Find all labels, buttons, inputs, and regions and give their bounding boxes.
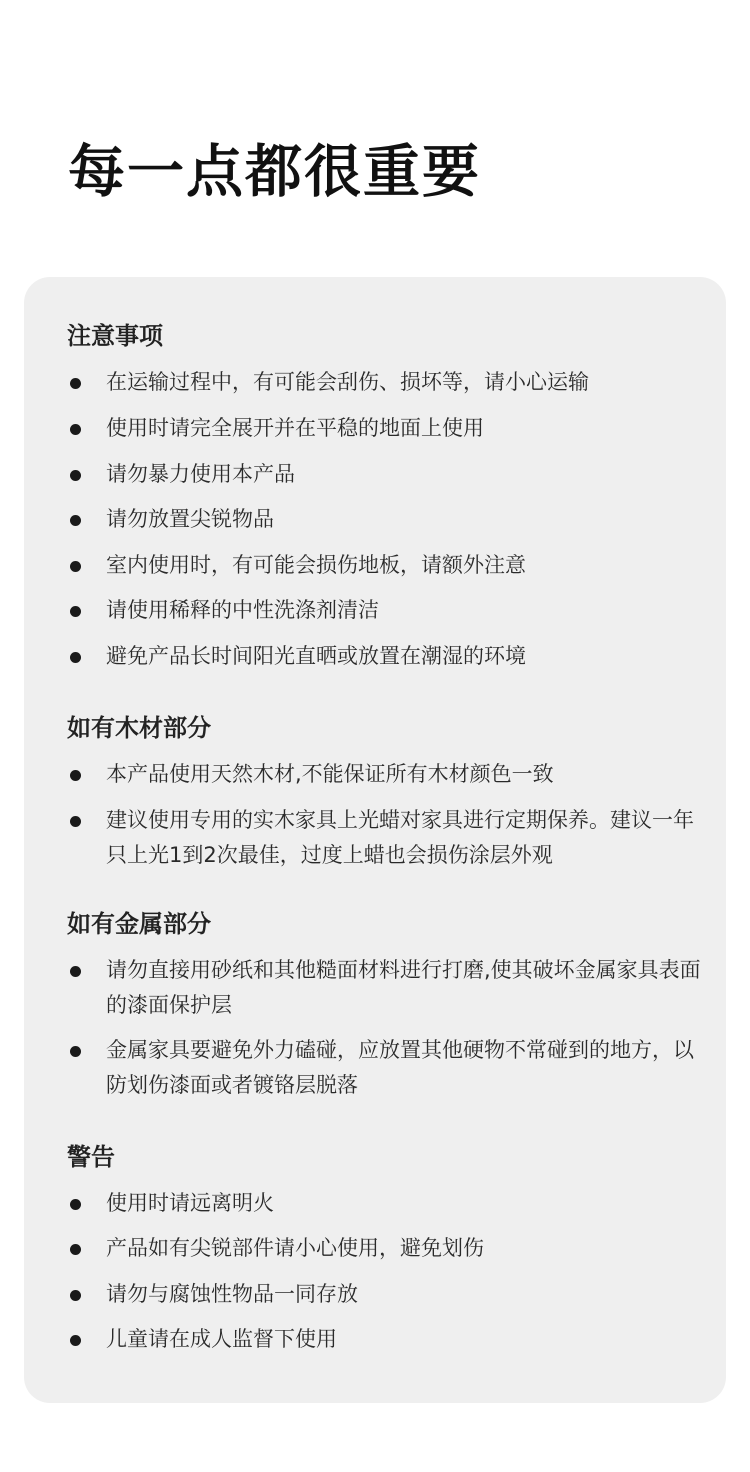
- bullet-icon: [70, 1290, 81, 1301]
- bullet-icon: [70, 816, 81, 827]
- list-item-text: 请勿放置尖锐物品: [106, 507, 274, 531]
- list-item-text: 本产品使用天然木材,不能保证所有木材颜色一致: [106, 762, 554, 786]
- section-wood-parts: [67, 711, 707, 867]
- list-item-text: 使用时请远离明火: [106, 1191, 274, 1215]
- section-title: 注意事项: [67, 322, 163, 350]
- list-item-text: 请勿与腐蚀性物品一同存放: [106, 1282, 358, 1306]
- list-item-text: 请勿直接用砂纸和其他糙面材料进行打磨,使其破坏金属家具表面的漆面保护层: [106, 958, 701, 1017]
- section-title: 警告: [67, 1143, 115, 1171]
- bullet-icon: [70, 515, 81, 526]
- list-item-text: 使用时请完全展开并在平稳的地面上使用: [106, 416, 484, 440]
- list-item-text: 在运输过程中，有可能会刮伤、损坏等，请小心运输: [106, 370, 589, 394]
- bullet-icon: [70, 1199, 81, 1210]
- bullet-icon: [70, 470, 81, 481]
- bullet-icon: [70, 652, 81, 663]
- list-item-text: 请勿暴力使用本产品: [106, 462, 295, 486]
- section-title: 如有木材部分: [67, 714, 211, 742]
- bullet-icon: [70, 1244, 81, 1255]
- list-item-text: 请使用稀释的中性洗涤剂清洁: [106, 598, 379, 622]
- list-item-text: 室内使用时，有可能会损伤地板，请额外注意: [106, 553, 526, 577]
- bullet-icon: [70, 1046, 81, 1057]
- list-item-text: 儿童请在成人监督下使用: [106, 1327, 337, 1351]
- care-notes-card: [24, 277, 726, 1403]
- bullet-icon: [70, 966, 81, 977]
- section-warning: [67, 1140, 707, 1351]
- bullet-icon: [70, 770, 81, 781]
- bullet-icon: [70, 378, 81, 389]
- list-item-text: 建议使用专用的实木家具上光蜡对家具进行定期保养。建议一年只上光1到2次最佳，过度上蜡也会损伤涂层外观: [106, 808, 694, 867]
- bullet-icon: [70, 606, 81, 617]
- section-title: 如有金属部分: [67, 910, 211, 938]
- page-title: 每一点都很重要: [68, 139, 481, 205]
- section-metal-parts: [67, 907, 707, 1097]
- list-item-text: 避免产品长时间阳光直晒或放置在潮湿的环境: [106, 644, 526, 668]
- bullet-icon: [70, 561, 81, 572]
- list-item-text: 金属家具要避免外力磕碰，应放置其他硬物不常碰到的地方，以防划伤漆面或者镀铬层脱落: [106, 1038, 694, 1097]
- list-item-text: 产品如有尖锐部件请小心使用，避免划伤: [106, 1236, 484, 1260]
- section-precautions: [67, 319, 707, 668]
- bullet-icon: [70, 1335, 81, 1346]
- bullet-icon: [70, 424, 81, 435]
